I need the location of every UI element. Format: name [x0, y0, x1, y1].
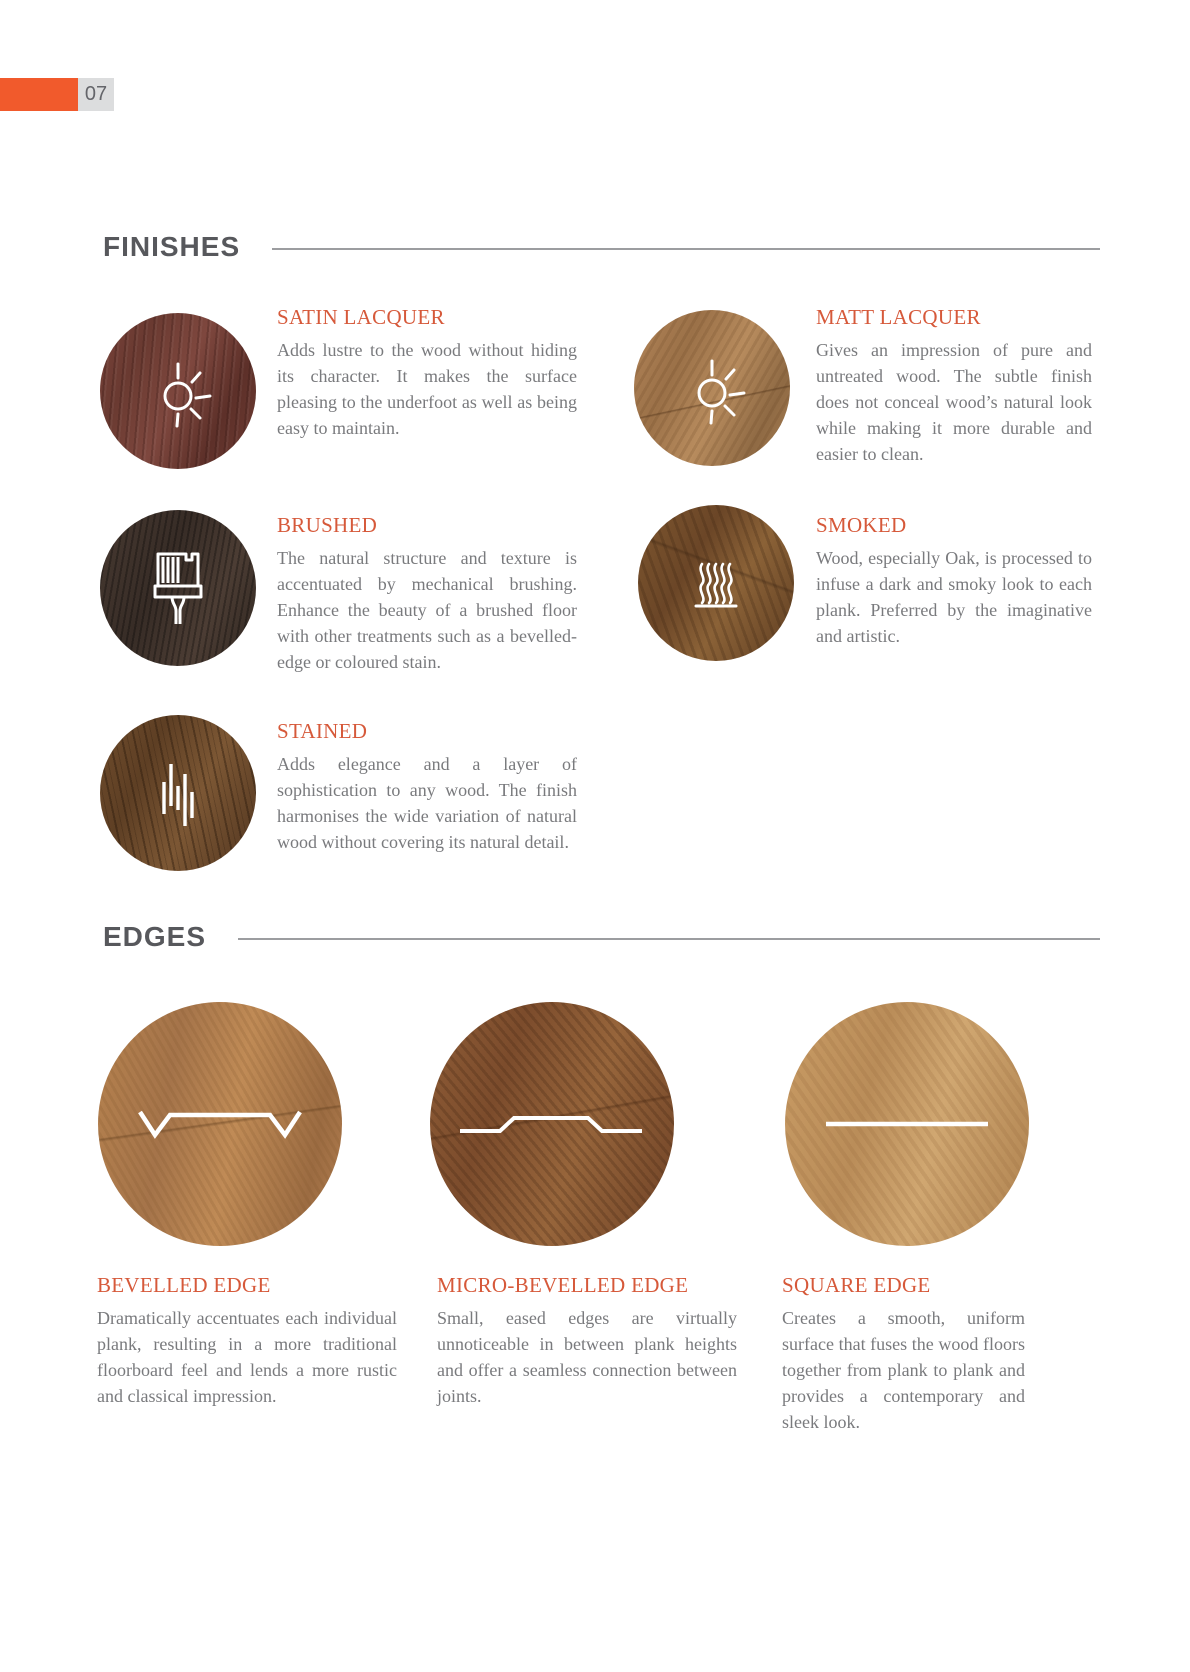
bevel-profile-icon [132, 1104, 308, 1144]
edge-description: Creates a smooth, uniform surface that fuses the wood floors together from plank to plank and provides a contemporary and sleek look. [782, 1308, 1025, 1432]
finish-description: Wood, especially Oak, is processed to infuse a dark and smoky look to each plank. Preferred by the imaginative and artistic. [816, 548, 1092, 646]
stain-lines-icon [156, 752, 200, 834]
micro-bevelled-edge-photo [430, 1002, 674, 1246]
finish-title: SMOKED [816, 513, 907, 537]
edge-description: Small, eased edges are virtually unnoticeable in between plank heights and offer a seamless connection between joints. [437, 1308, 737, 1406]
finish-description: Adds lustre to the wood without hiding its character. It makes the surface pleasing to the underfoot as well as being easy to maintain. [277, 340, 577, 438]
brushed-block [277, 512, 577, 675]
heading-rule [238, 938, 1100, 940]
finish-description: Adds elegance and a layer of sophistication to any wood. The finish harmonises the wide variation of natural wood without covering its natural detail. [277, 754, 577, 852]
smoked-photo [638, 505, 794, 661]
stained-photo [100, 715, 256, 871]
edge-title: MICRO-BEVELLED EDGE [437, 1273, 689, 1297]
satin-lacquer-block [277, 304, 577, 441]
heading-rule [272, 248, 1100, 250]
bevelled-edge-block [97, 1272, 397, 1409]
square-edge-block [782, 1272, 1025, 1435]
edges-heading-text: EDGES [103, 921, 207, 952]
finishes-heading-text: FINISHES [103, 231, 241, 262]
finish-description: Gives an impression of pure and untreated wood. The subtle finish does not conceal wood’s natural look while making it more durable and easier to clean. [816, 340, 1092, 464]
brush-icon [146, 546, 210, 630]
finish-title: SATIN LACQUER [277, 305, 445, 329]
bevelled-edge-photo [98, 1002, 342, 1246]
satin-lacquer-photo [100, 313, 256, 469]
matt-lacquer-block [816, 304, 1092, 467]
stained-block [277, 718, 577, 855]
square-edge-photo [785, 1002, 1029, 1246]
edges-section-heading [103, 921, 1100, 953]
sun-icon [148, 358, 220, 428]
page-tab-accent-bar [0, 78, 78, 111]
finish-description: The natural structure and texture is accentuated by mechanical brushing. Enhance the beauty of a brushed floor with other treatments such as a bevelled-edge or coloured stain. [277, 548, 577, 672]
matt-lacquer-photo [634, 310, 790, 466]
micro-bevelled-edge-block [437, 1272, 737, 1409]
edge-title: BEVELLED EDGE [97, 1273, 271, 1297]
page-number: 07 [78, 78, 114, 111]
finish-title: MATT LACQUER [816, 305, 981, 329]
finish-title: BRUSHED [277, 513, 378, 537]
edge-title: SQUARE EDGE [782, 1273, 931, 1297]
square-profile-icon [822, 1120, 992, 1128]
sun-icon [682, 355, 754, 425]
finishes-section-heading [103, 231, 1100, 263]
smoked-block [816, 512, 1092, 649]
finish-title: STAINED [277, 719, 368, 743]
page-number-tab [0, 78, 114, 111]
micro-bevel-profile-icon [454, 1110, 650, 1138]
smoke-icon [686, 554, 746, 612]
brushed-photo [100, 510, 256, 666]
edge-description: Dramatically accentuates each individual plank, resulting in a more traditional floorboard feel and lends a more rustic and classical impression. [97, 1308, 397, 1406]
